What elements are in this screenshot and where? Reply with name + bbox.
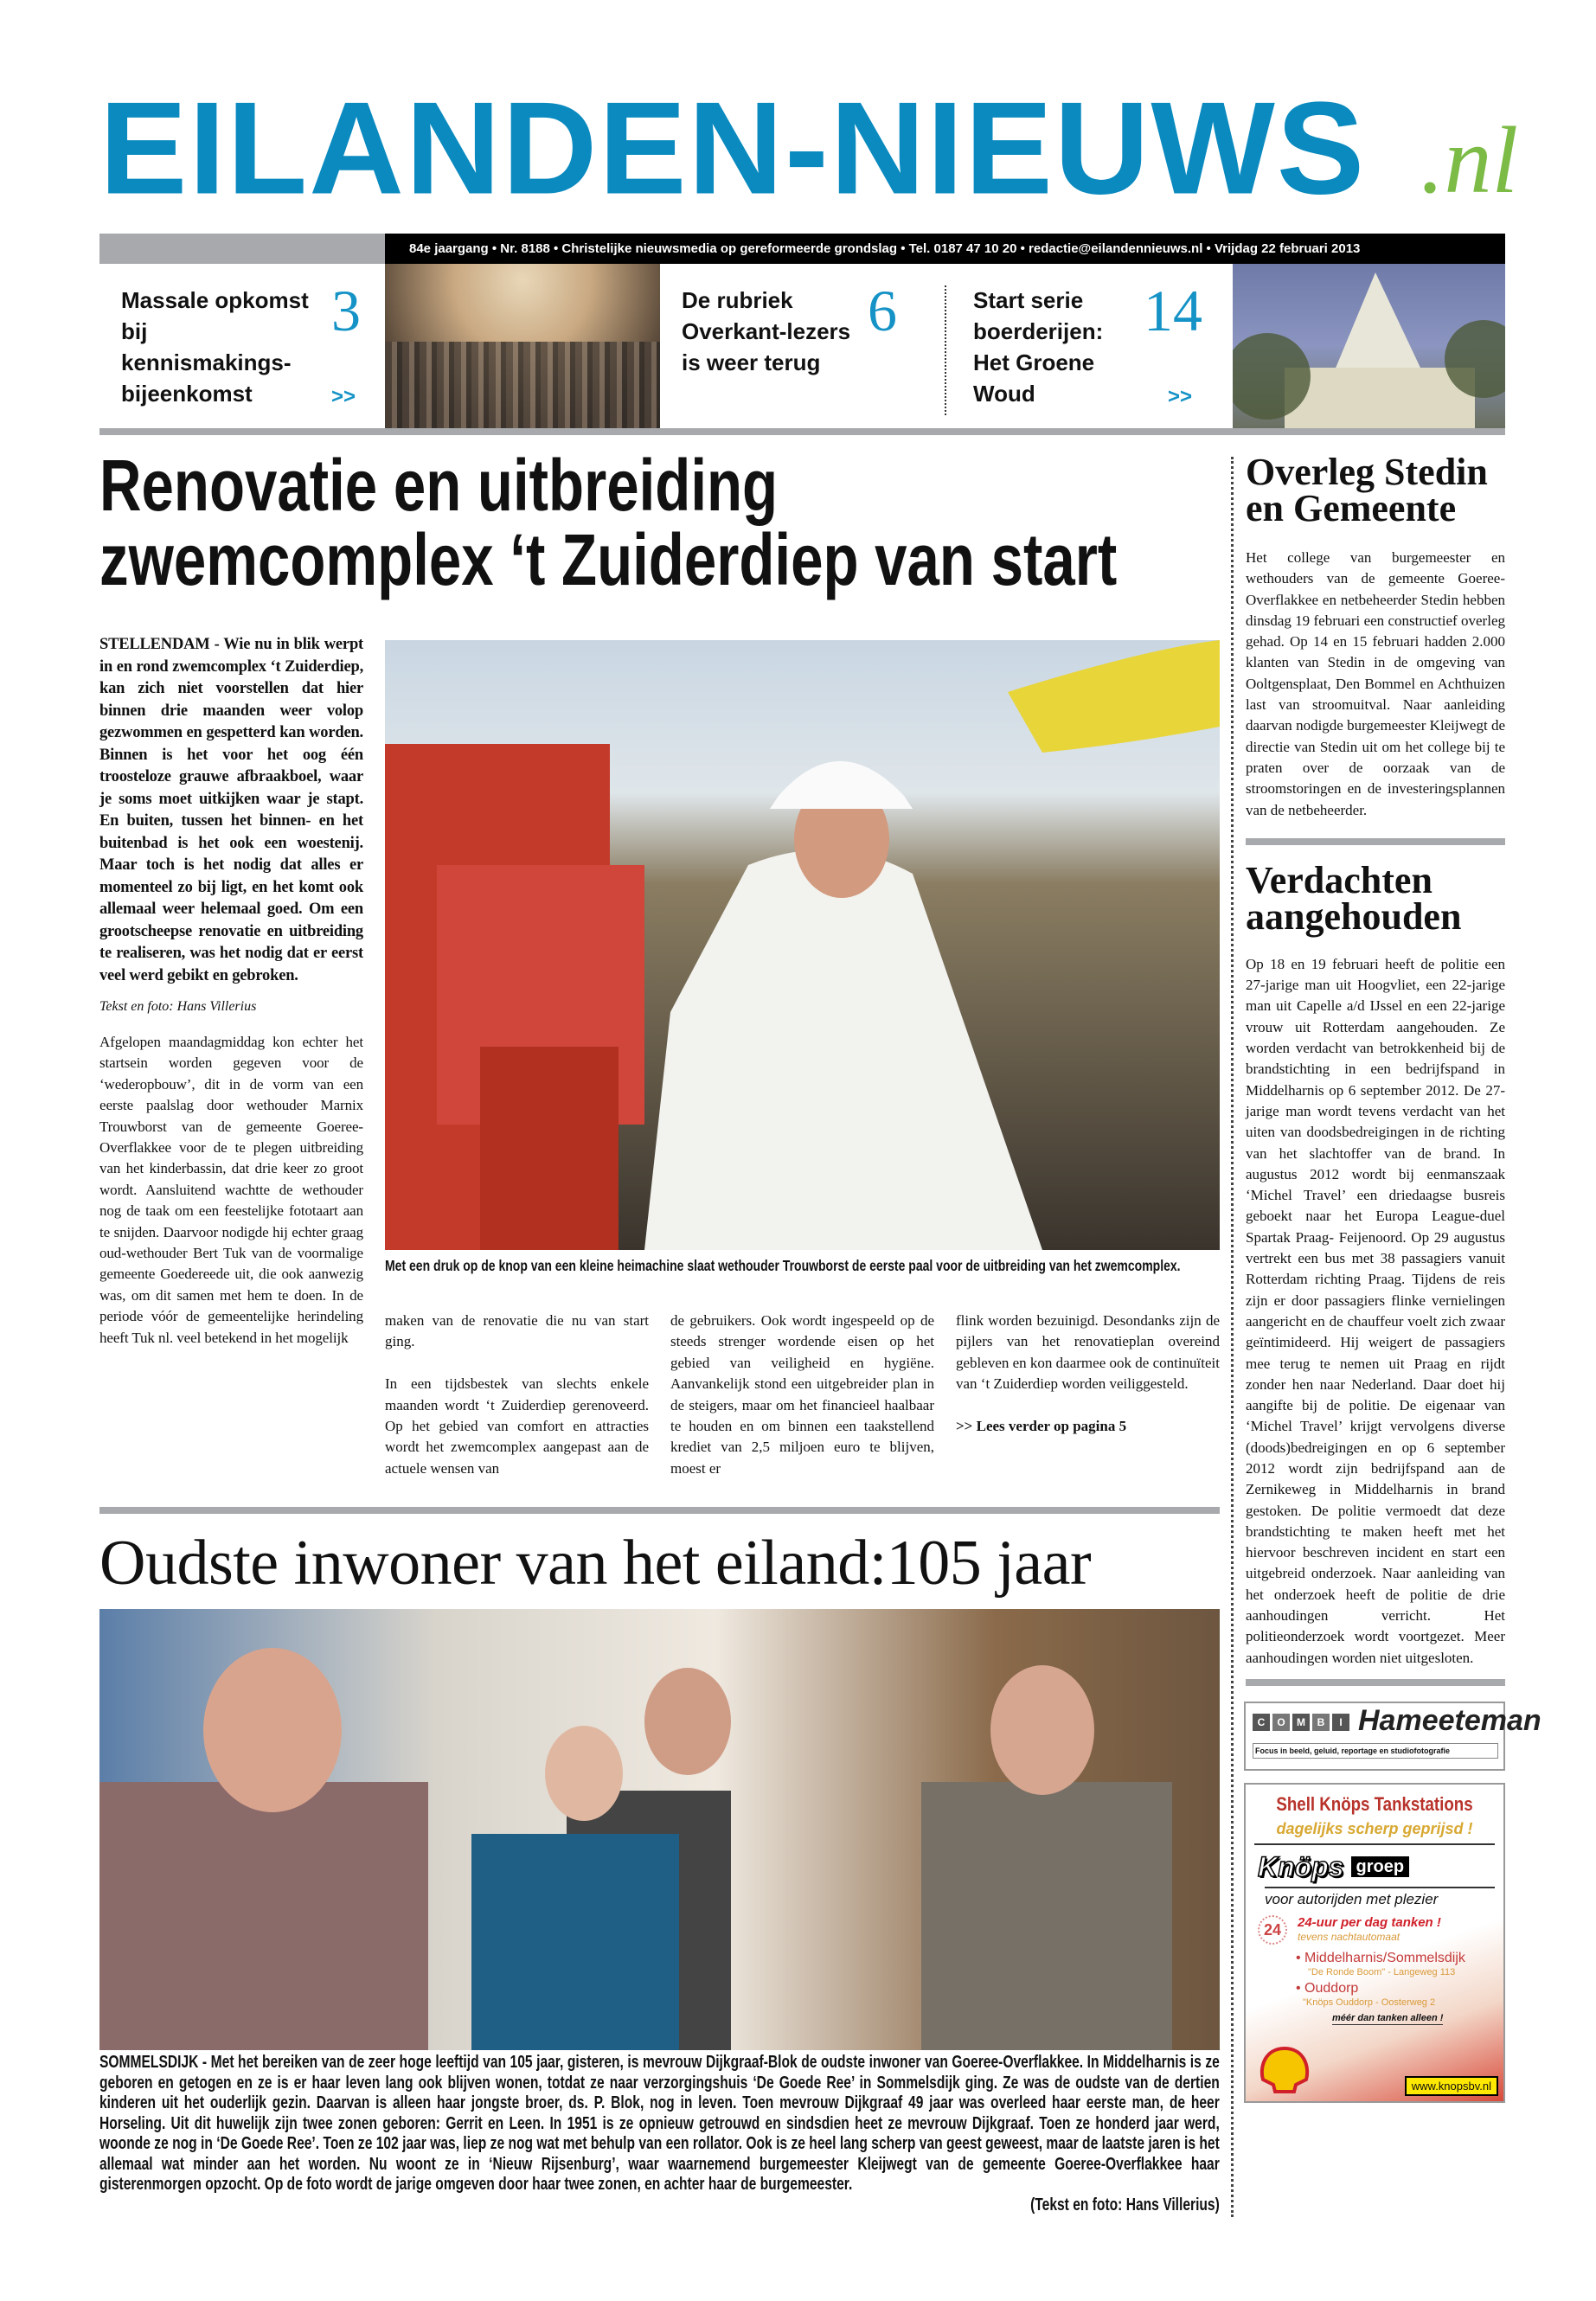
body-text: maken van de renovatie die nu van start ging. (385, 1312, 649, 1350)
ad-title: Shell Knöps Tankstations (1276, 1792, 1473, 1815)
ad-location-2-address: "Knöps Ouddorp - Oosterweg 2 (1303, 1997, 1436, 2008)
chevron-right-icon: >> (1168, 385, 1193, 408)
read-more-link[interactable]: >> Lees verder op pagina 5 (956, 1418, 1127, 1435)
ad-brand-suffix: groep (1351, 1856, 1410, 1877)
second-headline: Oudste inwoner van het eiland:105 jaar (99, 1528, 1092, 1599)
caption-credit: (Tekst en foto: Hans Villerius) (1030, 2195, 1220, 2214)
teaser-page: 6 (868, 278, 897, 343)
body-column-1 (99, 1032, 363, 1349)
body-column-4 (956, 1311, 1220, 1437)
main-photo-caption: Met een druk op de knop van een kleine heimachine slaat wethouder Trouwborst de eerste paal voor de uitbreiding van het zwemcomplex. (385, 1257, 1181, 1274)
ad-hours-sub: tevens nachtautomaat (1298, 1931, 1401, 1944)
column-separator (1231, 457, 1234, 2217)
ad-combi-tagline: Focus in beeld, geluid, reportage en studiofotografie (1253, 1743, 1498, 1759)
teaser-title: De rubriek Overkant-lezers is weer terug (682, 287, 851, 375)
left-column (99, 634, 363, 1349)
body-column-3 (670, 1311, 934, 1479)
sidebar-article-verdachten (1246, 858, 1505, 1669)
ad-combi-name: Hameeteman (1358, 1703, 1542, 1737)
info-bar-accent (99, 234, 385, 264)
ad-location-1: • Middelharnis/Sommelsdijk (1296, 1950, 1465, 1965)
teaser-photo-meeting (385, 264, 660, 428)
body-column-2 (385, 1311, 649, 1479)
teaser-2[interactable] (660, 264, 943, 428)
photo-credit: Tekst en foto: Hans Villerius (99, 999, 257, 1014)
sidebar-headline: Verdachten aangehouden (1246, 858, 1462, 938)
teaser-photo-farmhouse (1233, 264, 1505, 428)
ad-subtitle: dagelijks scherp geprijsd ! (1254, 1819, 1495, 1845)
logo-text: EILANDEN-NIEUWS (99, 74, 1367, 221)
second-photo-caption (99, 2053, 1220, 2215)
body-text: In een tijdsbestek van slechts enkele maanden wordt ‘t Zuiderdiep gerenoveerd. Op het gebied van comfort en attracties wordt het zwemcomplex aangepast aan de actuele wensen van (385, 1375, 649, 1477)
ad-url-link[interactable]: www.knopsbv.nl (1405, 2076, 1498, 2096)
teaser-title: Start serie boerderijen: Het Groene Woud (973, 287, 1104, 407)
section-divider (1246, 1679, 1505, 1686)
ad-location-1-address: "De Ronde Boom" - Langeweg 113 (1308, 1966, 1456, 1977)
main-photo-pile-driver (385, 640, 1220, 1250)
ad-slogan: voor autorijden met plezier (1265, 1887, 1495, 1908)
body-text: Afgelopen maandagmiddag kon echter het startsein worden gegeven voor de ‘wederopbouw’, dit in de vorm van een eerste paalslag door wethouder Marnix Trouwborst van de gemeente Goeree-Overflakkee voor de te plegen uitbreiding van het kinderbassin, dat drie keer zo groot wordt. Aansluitend wachtte de wethouder nog de taak om een feestelijke fototaart aan te snijden. Daarvoor nodigde hij echter graag oud-wethouder Bert Tuk van de voormalige gemeente Goedereede uit, die ook aanwezig was, om dit samen met hem te doen. In de periode vóór de gemeentelijke herindeling heeft Tuk nl. veel betekend in het mogelijk (99, 1034, 363, 1346)
residents-illustration (99, 1609, 1220, 2050)
main-headline: Renovatie en uitbreiding zwemcomplex ‘t Zuiderdiep van start (99, 445, 1118, 600)
teaser-divider (945, 285, 946, 415)
body-text: de gebruikers. Ook wordt ingespeeld op de steeds strenger wordende eisen op het gebied van veiligheid en hygiëne. Aanvankelijk stond een uitgebreider plan in de steigers, maar om het financieel haalbaar te houden en om binnen een taakstellend krediet van 2,5 miljoen euro te blijven, moest er (670, 1312, 934, 1477)
teaser-title: Massale opkomst bij kennismakings-bijeenkomst (121, 287, 309, 407)
sidebar-body: Op 18 en 19 februari heeft de politie een 27-jarige man uit Hoogvliet, een 22-jarige man uit Capelle a/d IJssel en een 22-jarige vrouw uit Rotterdam aangehouden. Ze worden verdacht van betrokkenheid bij de brandstichting in een bedrijfspand in Middelharnis op 6 september 2012. De 27-jarige man wordt tevens verdacht van het uiten van doodsbedreigingen in de richting van het slachtoffer van de brand. In augustus 2012 wordt bij eenmanszaak ‘Michel Travel’ een driedaagse busreis geboekt naar het Europa League-duel Spartak Praag- Feijenoord. Op 29 augustus vertrekt een bus met 38 passagiers vanuit Rotterdam richting Praag. Tijdens de reis zijn er door passagiers flinke vernielingen aangericht en de chauffeur voelt zich zwaar geïntimideerd. Hij weigert de passagiers mee terug te nemen uit Praag en rijdt zonder hen naar Nederland. Daar doet hij aangifte bij de politie. De eigenaar van ‘Michel Travel’ krijgt vervolgens diverse (doods)bedreigingen en op 6 september 2012 wordt zijn bedrijfspand aan de Zernikeweg in Middelharnis in brand gestoken. De politie vermoedt dat deze brandstichting te maken heeft met het hiervoor beschreven incident en start een uitgebreid onderzoek. Naar aanleiding van het onderzoek heeft de politie de drie aanhoudingen verricht. Het politieonderzoek wordt voortgezet. Meer aanhoudingen worden niet uitgesloten. (1246, 955, 1505, 1666)
section-divider (99, 1507, 1220, 1514)
sidebar-headline: Overleg Stedin en Gemeente (1246, 451, 1488, 529)
info-bar: 84e jaargang • Nr. 8188 • Christelijke nieuwsmedia op gereformeerde grondslag • Tel. 0187 47 10 20 • redactie@eilandennieuws.nl • Vrijdag 22 februari 2013 (385, 234, 1505, 264)
sidebar-article-stedin (1246, 451, 1505, 821)
ad-brand: Knöps (1258, 1850, 1344, 1882)
body-text: flink worden bezuinigd. Desondanks zijn de pijlers van het renovatieplan overeind gebleven en kon daarmee ook de continuïteit van ‘t Zuiderdiep worden veiliggesteld. (956, 1312, 1220, 1393)
caption-text: SOMMELSDIJK - Met het bereiken van de zeer hoge leeftijd van 105 jaar, gisteren, is mevrouw Dijkgraaf-Blok de oudste inwoner van Goeree-Overflakkee. In Middelharnis is ze geboren en getogen en ze is er haar leven lang ook blijven wonen, totdat ze naar verzorgingshuis ‘De Goede Ree’ in Sommelsdijk ging. Ze was de oudste van de dertien kinderen uit het ouderlijk gezin. Daarvan is alleen haar jongste broer, ds. P. Blok, nog in leven. Toen mevrouw Dijkgraaf 49 jaar was overleed haar eerste man, de heer Horseling. Uit dit huwelijk zijn twee zonen geboren: Gerrit en Leen. In 1951 is ze opnieuw getrouwd en sindsdien heet ze mevrouw Dijkgraaf. Toen ze honderd jaar werd, woonde ze nog in ‘De Goede Ree’. Toen ze 102 jaar was, liep ze nog wat met behulp van een rollator. Ook is ze heel lang scherp van geest geweest, maar de laatste jaren is het allemaal wat minder aan het worden. Nu woont ze in ‘Nieuw Rijsenburg’, waar waarnemend burgemeester Kleijwegt van de gemeente Goeree-Overflakkee haar gisterenmorgen opzocht. Op de foto wordt de jarige omgeven door haar twee zonen, en achter haar de burgemeester. (99, 2053, 1220, 2194)
second-photo-residents (99, 1609, 1220, 2050)
lead-paragraph: STELLENDAM - Wie nu in blik werpt in en rond zwemcomplex ‘t Zuiderdiep, kan zich niet voorstellen dat hier binnen drie maanden weer volop gezwommen en gespetterd kan worden. Binnen is het voor het oog één troosteloze grauwe afbraakboel, waar je soms moet uitkijken waar je stapt. En buiten, tussen het binnen- en het buitenbad is het ook een woestenij. Maar toch is het nodig dat alles er momenteel zo bij ligt, en het komt ook allemaal weer helemaal goed. Om een grootscheepse renovatie en uitbreiding te realiseren, was het nodig dat er eerst veel werd gebikt en gebroken. (99, 636, 363, 984)
ad-more: méér dan tanken alleen ! (1332, 2012, 1444, 2023)
farmhouse-illustration (1233, 264, 1505, 428)
ad-combi-letters: C O M B I (1253, 1714, 1349, 1731)
ad-24-badge: 24 (1258, 1915, 1287, 1945)
shell-logo-icon (1258, 2047, 1311, 2094)
ad-shell-knops[interactable] (1244, 1783, 1505, 2103)
teaser-1[interactable] (99, 264, 385, 428)
teaser-3[interactable] (952, 264, 1233, 428)
ad-hours: 24-uur per dag tanken ! (1298, 1915, 1441, 1931)
logo-suffix: .nl (1420, 107, 1518, 213)
chevron-right-icon: >> (331, 385, 356, 408)
pile-driver-illustration (385, 640, 1220, 1250)
section-divider (1246, 838, 1505, 845)
teaser-page: 14 (1144, 278, 1202, 343)
ad-combi-hameeteman[interactable] (1244, 1702, 1542, 1771)
sidebar-body: Het college van burgemeester en wethouders van de gemeente Goeree-Overflakkee en netbeheerder Stedin hebben dinsdag 19 februari een constructief overleg gehad. Op 14 en 15 februari hadden 2.000 klanten van Stedin in de omgeving van Ooltgensplaat, Den Bommel en Achthuizen last van stroomuitval. Naar aanleiding daarvan nodigde burgemeester Kleijwegt de directie van Stedin uit om het college bij te praten over de oorzaak van de stroomstoringen en de investeringsplannen van de netbeheerder. (1246, 549, 1505, 818)
masthead-logo (99, 74, 1518, 221)
ad-location-2: • Ouddorp (1296, 1980, 1359, 1996)
sidebar (1246, 451, 1542, 2103)
section-divider (99, 428, 1505, 435)
teaser-page: 3 (331, 278, 361, 343)
